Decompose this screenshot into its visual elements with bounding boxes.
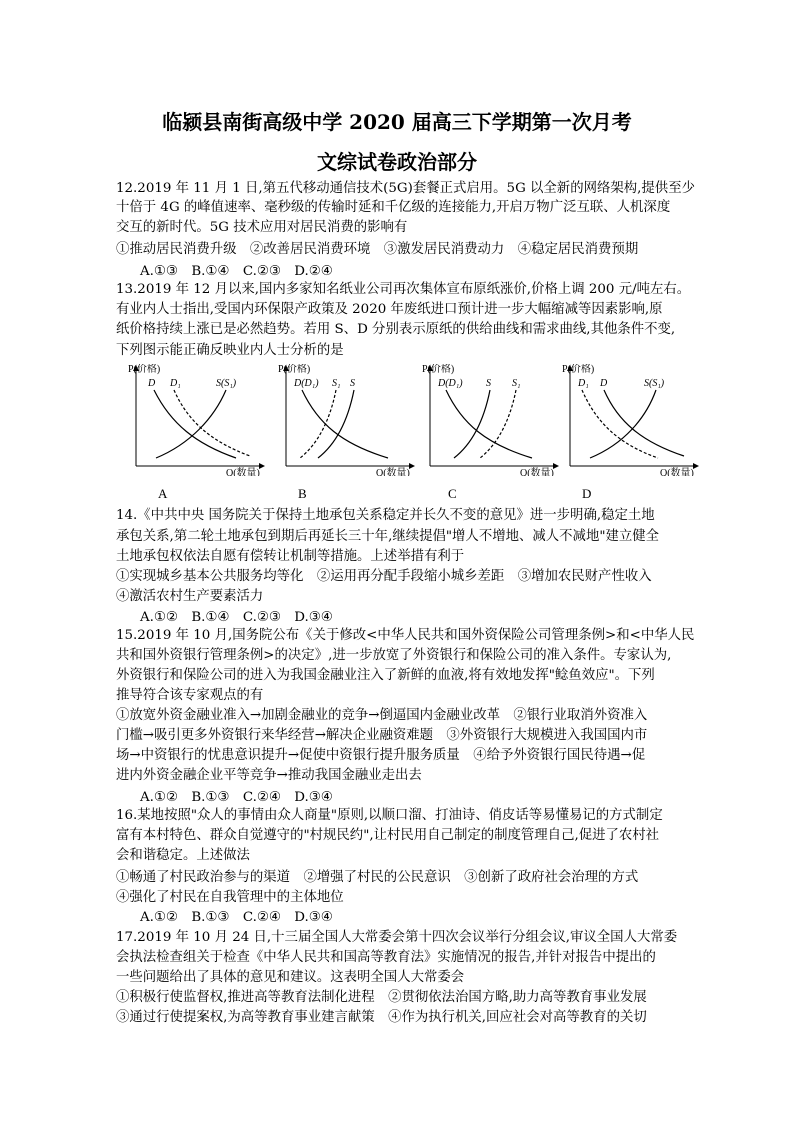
question-line: 共和国外资银行管理条例>的决定》,进一步放宽了外资银行和保险公司的准入条件。专家认为, <box>116 648 672 663</box>
question-line: 有业内人士指出,受国内环保限产政策及 2020 年废纸进口预计进一步大幅缩减等因素影响,原 <box>116 302 663 317</box>
demand-curve <box>154 390 236 458</box>
curve-label: S(S₁) <box>644 378 665 389</box>
supply-curve <box>454 390 490 458</box>
graph-option-d <box>560 364 700 476</box>
question-line: ④激活农村生产要素活力 <box>116 589 264 604</box>
question-line: 门槛→吸引更多外资银行来华经营→解决企业融资难题 ③外资银行大规模进入我国国内市 <box>116 728 648 743</box>
answer-choices: A.①② B.①④ C.②③ D.③④ <box>140 610 333 625</box>
x-axis-label: Q(数量) <box>660 468 694 476</box>
question-line: 12.2019 年 11 月 1 日,第五代移动通信技术(5G)套餐正式启用。5G 以全新的网络架构,提供至少 <box>116 181 695 196</box>
demand-curve <box>302 390 388 458</box>
answer-choices: A.①③ B.①④ C.②③ D.②④ <box>140 264 333 279</box>
supply-curve-shifted <box>300 390 336 458</box>
option-letter: D <box>582 486 592 501</box>
y-axis-label: P(价格) <box>562 364 595 375</box>
question-line: 进内外资金融企业平等竞争→推动我国金融业走出去 <box>116 768 422 783</box>
question-line: ①实现城乡基本公共服务均等化 ②运用再分配手段缩小城乡差距 ③增加农民财产性收入 <box>116 569 652 584</box>
supply-curve-shifted <box>480 390 516 458</box>
curve-label: D₁ <box>578 378 589 389</box>
page-title: 临颍县南街高级中学 2020 届高三下学期第一次月考 <box>162 110 632 134</box>
x-axis-label: Q(数量) <box>226 468 260 476</box>
question-line: 场→中资银行的忧患意识提升→促使中资银行提升服务质量 ④给予外资银行国民待遇→促 <box>116 748 646 763</box>
curve-label: S₁ <box>332 378 341 389</box>
demand-curve-shifted <box>582 390 658 458</box>
question-line: ①放宽外资金融业准入→加剧金融业的竞争→倒逼国内金融业改革 ②银行业取消外资准入 <box>116 708 648 723</box>
question-line: 交互的新时代。5G 技术应用对居民消费的影响有 <box>116 220 408 235</box>
question-line: 14.《中共中央 国务院关于保持土地承包关系稳定并长久不变的意见》进一步明确,稳定土地 <box>116 508 655 523</box>
question-line: 富有本村特色、群众自觉遵守的"村规民约",让村民用自己制定的制度管理自己,促进了农村社 <box>116 828 660 843</box>
question-line: 十倍于 4G 的峰值速率、毫秒级的传输时延和千亿级的连接能力,开启万物广泛互联、人机深度 <box>116 200 671 215</box>
question-line: 16.某地按照"众人的事情由众人商量"原则,以顺口溜、打油诗、俏皮话等易懂易记的方式制定 <box>116 808 663 823</box>
question-line: 会和谐稳定。上述做法 <box>116 848 250 863</box>
question-line: 15.2019 年 10 月,国务院公布《关于修改<中华人民共和国外资保险公司管理条例>和<中华人民 <box>116 628 695 643</box>
page-subtitle: 文综试卷政治部分 <box>317 150 477 174</box>
question-line: 一些问题给出了具体的意见和建议。这表明全国人大常委会 <box>116 970 465 985</box>
option-letter: B <box>298 486 307 501</box>
demand-curve <box>604 390 684 456</box>
question-line: 纸价格持续上涨已是必然趋势。若用 S、D 分别表示原纸的供给曲线和需求曲线,其他条件不变, <box>116 322 676 337</box>
x-axis-label: Q(数量) <box>520 468 554 476</box>
curve-label: D(D₁) <box>438 378 463 389</box>
question-line: ①积极行使监督权,推进高等教育法制化进程 ②贯彻依法治国方略,助力高等教育事业发展 <box>116 990 647 1005</box>
question-line: ④强化了村民在自我管理中的主体地位 <box>116 890 344 905</box>
option-letter: C <box>448 486 457 501</box>
curve-label: D <box>600 378 608 389</box>
answer-choices: A.①② B.①③ C.②④ D.③④ <box>140 790 333 805</box>
supply-curve <box>590 390 656 458</box>
question-line: 承包关系,第二轮土地承包到期后再延长三十年,继续提倡"增人不增地、减人不减地"建立健全 <box>116 529 660 544</box>
question-line: ①畅通了村民政治参与的渠道 ②增强了村民的公民意识 ③创新了政府社会治理的方式 <box>116 870 639 885</box>
supply-curve <box>318 390 354 458</box>
y-axis-label: P(价格) <box>422 364 455 375</box>
curve-label: D <box>148 378 156 389</box>
demand-curve-shifted <box>174 390 250 456</box>
y-axis-label: P(价格) <box>278 364 311 375</box>
curve-label: S₁ <box>512 378 521 389</box>
demand-curve <box>446 390 532 458</box>
curve-label: D(D₁) <box>294 378 319 389</box>
question-line: ③通过行使提案权,为高等教育事业建言献策 ④作为执行机关,回应社会对高等教育的关切 <box>116 1010 647 1025</box>
option-letter: A <box>158 486 168 501</box>
supply-curve <box>156 390 226 458</box>
curve-label: S <box>486 378 491 389</box>
question-line: 土地承包权依法自愿有偿转让机制等措施。上述举措有利于 <box>116 549 465 564</box>
question-line: 17.2019 年 10 月 24 日,十三届全国人大常委会第十四次会议举行分组会议,审议全国人大常委 <box>116 930 678 945</box>
x-axis-label: Q(数量) <box>376 468 410 476</box>
curve-label: S <box>350 378 355 389</box>
question-line: 外资银行和保险公司的进入为我国金融业注入了新鲜的血液,将有效地发挥"鲶鱼效应"。下列 <box>116 668 655 683</box>
question-line: 13.2019 年 12 月以来,国内多家知名纸业公司再次集体宣布原纸涨价,价格上调 200 元/吨左右。 <box>116 282 691 297</box>
question-line: 会执法检查组关于检查《中华人民共和国高等教育法》实施情况的报告,并针对报告中提出的 <box>116 950 656 965</box>
graph-option-b <box>276 364 416 476</box>
question-line: 下列图示能正确反映业内人士分析的是 <box>116 343 344 358</box>
question-line: 推导符合该专家观点的有 <box>116 688 264 703</box>
question-line: ①推动居民消费升级 ②改善居民消费环境 ③激发居民消费动力 ④稳定居民消费预期 <box>116 242 639 257</box>
y-axis-label: P(价格) <box>128 364 161 375</box>
curve-label: S(S₁) <box>216 378 237 389</box>
graph-option-a <box>126 364 266 476</box>
answer-choices: A.①② B.①③ C.②④ D.③④ <box>140 910 333 925</box>
curve-label: D₁ <box>170 378 181 389</box>
graph-option-c <box>420 364 560 476</box>
